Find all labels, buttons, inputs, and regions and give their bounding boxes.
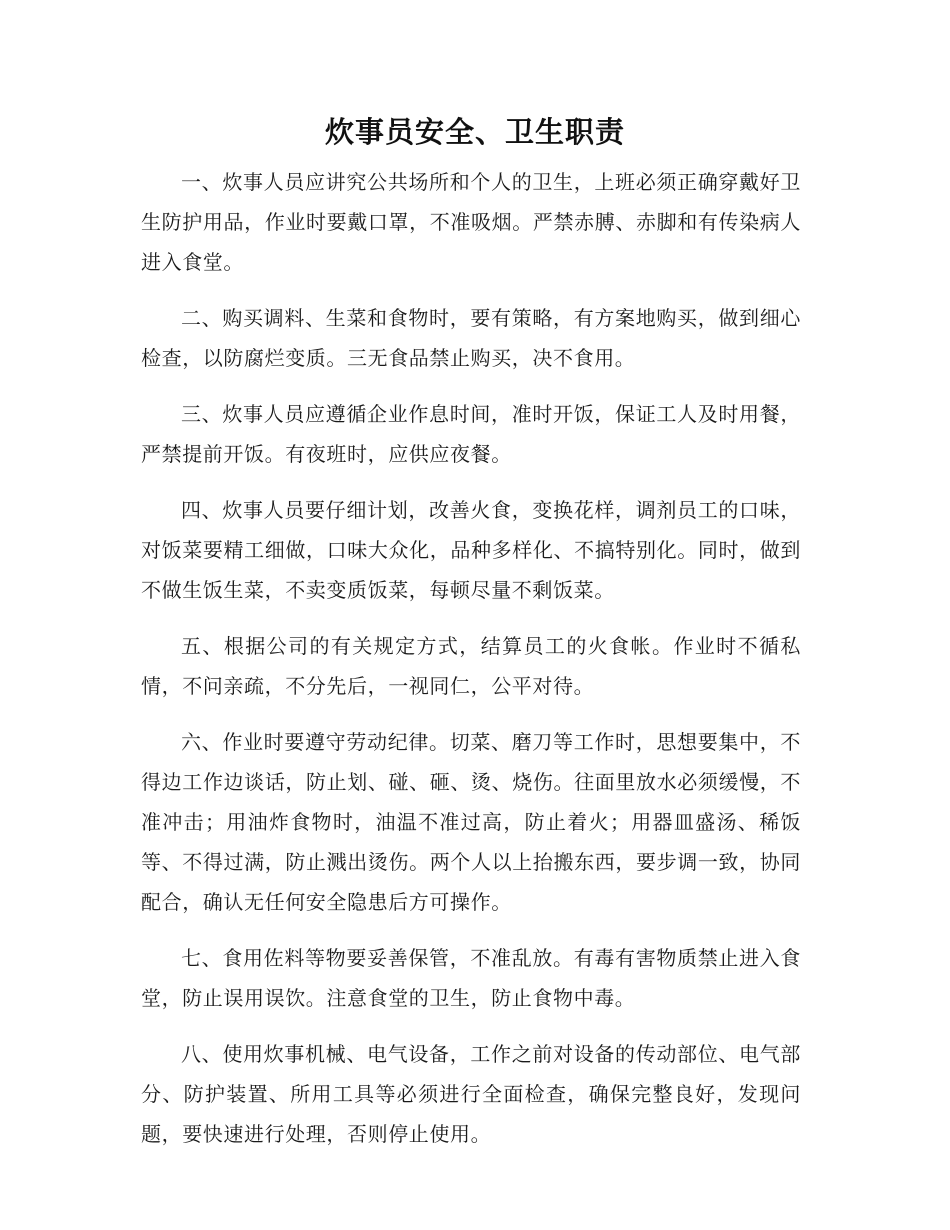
- paragraph-7: 七、食用佐料等物要妥善保管，不准乱放。有毒有害物质禁止进入食堂，防止误用误饮。注意食堂的卫生，防止食物中毒。: [141, 946, 801, 1010]
- document-body: [141, 162, 801, 1170]
- paragraph-3: 三、炊事人员应遵循企业作息时间，准时开饭，保证工人及时用餐，严禁提前开饭。有夜班时，应供应夜餐。: [141, 402, 801, 466]
- paragraph-1: 一、炊事人员应讲究公共场所和个人的卫生，上班必须正确穿戴好卫生防护用品，作业时要戴口罩，不准吸烟。严禁赤膊、赤脚和有传染病人进入食堂。: [141, 170, 801, 274]
- document-title: 炊事员安全、卫生职责: [324, 115, 625, 149]
- paragraph-8: 八、使用炊事机械、电气设备，工作之前对设备的传动部位、电气部分、防护装置、所用工具等必须进行全面检查，确保完整良好，发现问题，要快速进行处理，否则停止使用。: [141, 1042, 801, 1146]
- paragraph-5: 五、根据公司的有关规定方式，结算员工的火食帐。作业时不循私情，不问亲疏，不分先后，一视同仁，公平对待。: [141, 634, 801, 698]
- paragraph-6: 六、作业时要遵守劳动纪律。切菜、磨刀等工作时，思想要集中，不得边工作边谈话，防止划、碰、砸、烫、烧伤。往面里放水必须缓慢，不准冲击；用油炸食物时，油温不准过高，防止着火；用器皿盛汤、稀饭等、不得过满，防止溅出烫伤。两个人以上抬搬东西，要步调一致，协同配合，确认无任何安全隐患后方可操作。: [141, 730, 801, 914]
- paragraph-2: 二、购买调料、生菜和食物时，要有策略，有方案地购买，做到细心检查，以防腐烂变质。三无食品禁止购买，决不食用。: [141, 306, 801, 370]
- paragraph-4: 四、炊事人员要仔细计划，改善火食，变换花样，调剂员工的口味，对饭菜要精工细做，口味大众化，品种多样化、不搞特别化。同时，做到不做生饭生菜，不卖变质饭菜，每顿尽量不剩饭菜。: [141, 498, 801, 602]
